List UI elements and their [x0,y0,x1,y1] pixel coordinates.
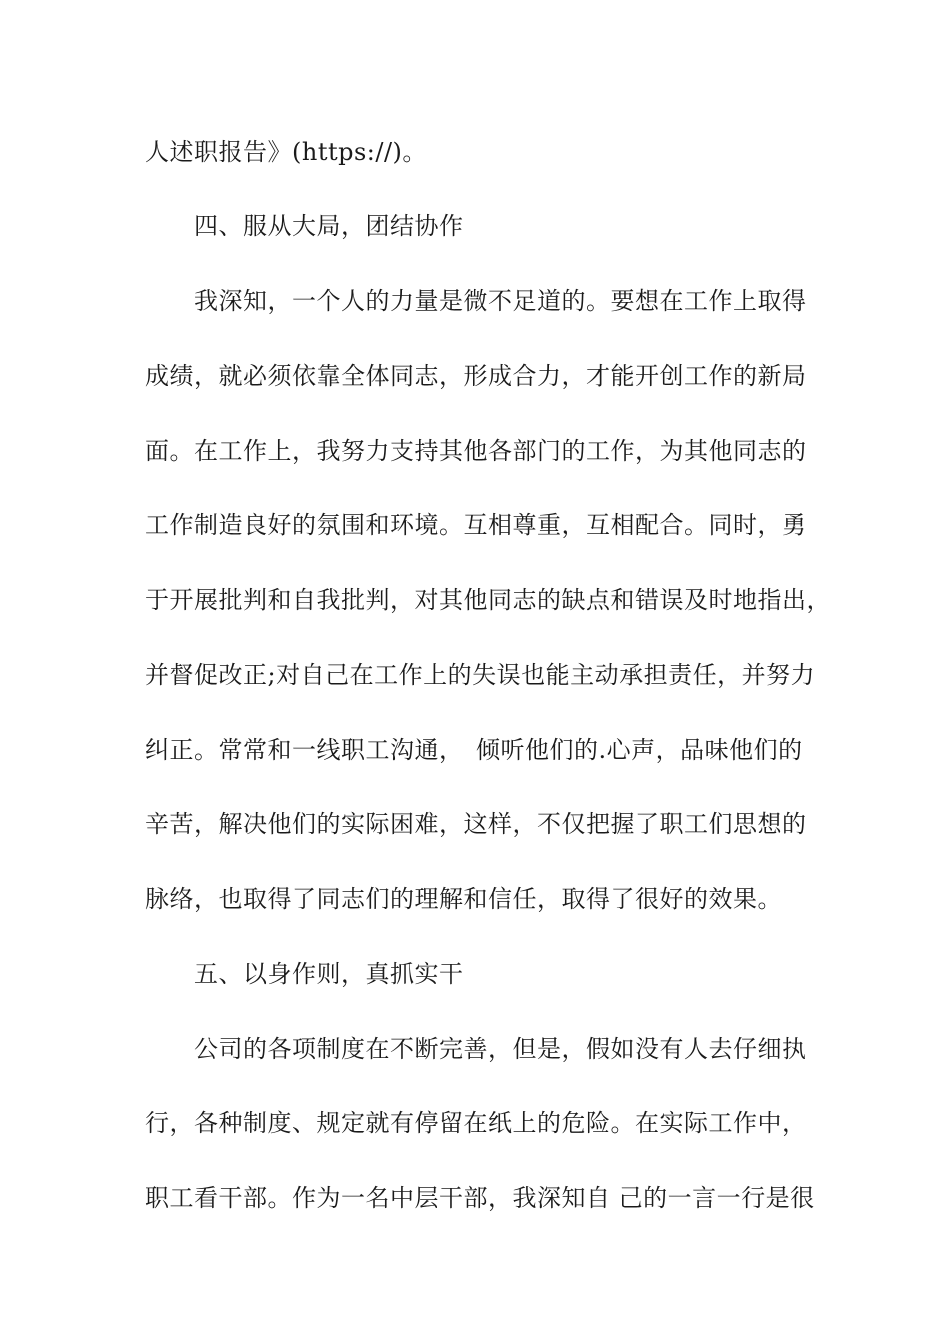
text-line: 辛苦，解决他们的实际困难，这样，不仅把握了职工们思想的 [145,810,807,838]
text-line: 公司的各项制度在不断完善，但是，假如没有人去仔细执 [145,1035,807,1063]
section-heading-4: 四、服从大局，团结协作 [145,212,464,240]
text-line: 于开展批判和自我批判，对其他同志的缺点和错误及时地指出， [145,586,831,614]
text-line: 行，各种制度、规定就有停留在纸上的危险。在实际工作中， [145,1109,807,1137]
text-line: 工作制造良好的氛围和环境。互相尊重，互相配合。同时，勇 [145,511,807,539]
section-heading-5: 五、以身作则，真抓实干 [145,960,464,988]
text-line: 并督促改正;对自己在工作上的失误也能主动承担责任，并努力 [145,661,816,689]
text-line: 职工看干部。作为一名中层干部，我深知自 己的一言一行是很 [145,1184,815,1212]
text-line: 面。在工作上，我努力支持其他各部门的工作，为其他同志的 [145,437,807,465]
text-line: 脉络，也取得了同志们的理解和信任，取得了很好的效果。 [145,885,782,913]
text-line: 成绩，就必须依靠全体同志，形成合力，才能开创工作的新局 [145,362,807,390]
text-line-continuation: 人述职报告》(https://)。 [145,138,427,166]
text-line: 我深知，一个人的力量是微不足道的。要想在工作上取得 [145,287,807,315]
text-line: 纠正。常常和一线职工沟通， 倾听他们的.心声，品味他们的 [145,736,803,764]
